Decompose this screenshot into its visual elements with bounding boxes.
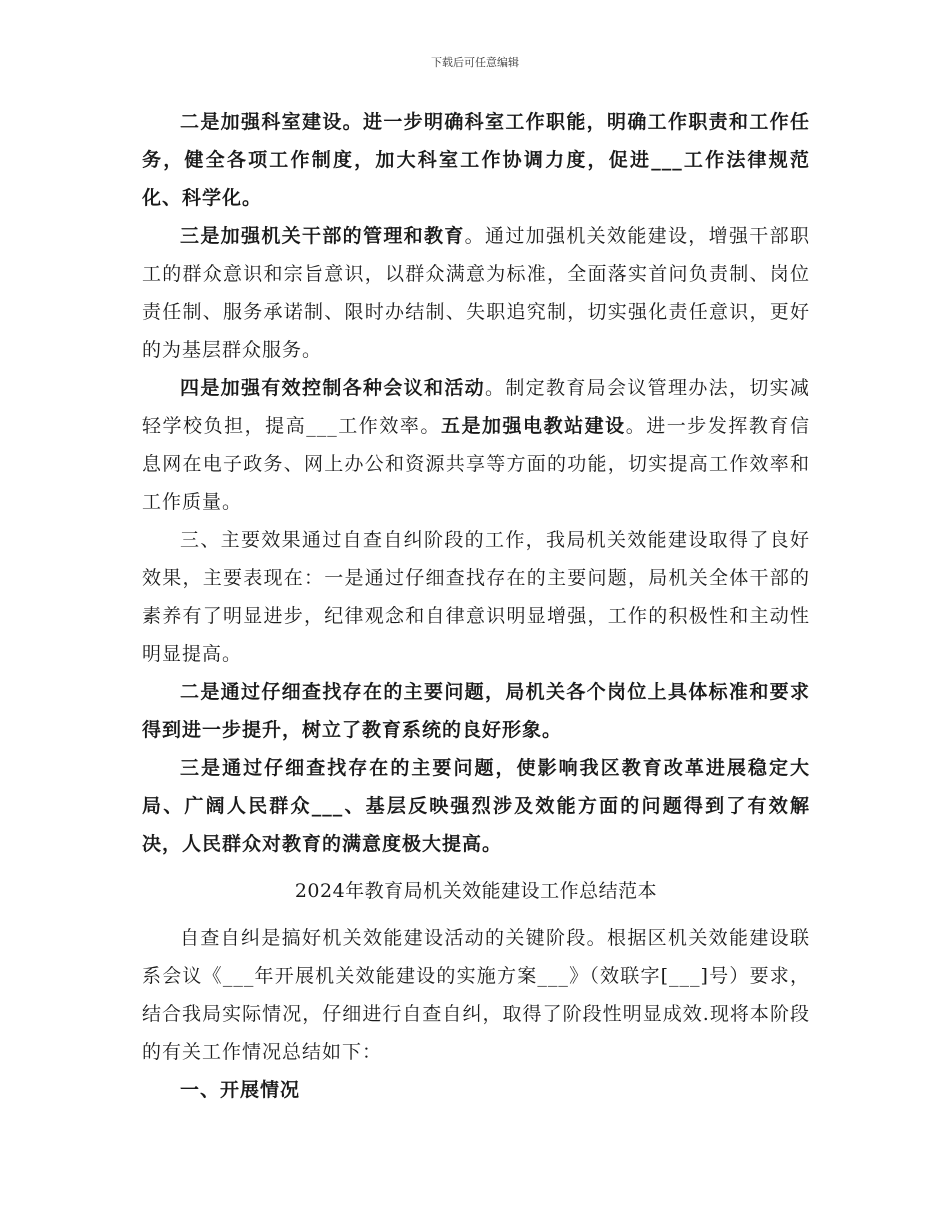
- paragraph-result-two: 二是通过仔细查找存在的主要问题，局机关各个岗位上具体标准和要求得到进一步提升，树立了教育系统的良好形象。: [142, 681, 810, 741]
- paragraph-lead-bold: 五是加强电教站建设: [440, 415, 626, 437]
- paragraph-meetings-and-av-station: [142, 369, 810, 521]
- paragraph-result-three: 三是通过仔细查找存在的主要问题，使影响我区教育改革进展稳定大局、广阔人民群众___、基层反映强烈涉及效能方面的问题得到了有效解决，人民群众对教育的满意度极大提高。: [142, 757, 810, 855]
- paragraph-lead-bold: 四是加强有效控制各种会议和活动: [180, 377, 485, 399]
- page-header-note: 下载后可任意编辑: [431, 56, 519, 69]
- paragraph-body-text: 。进一步发挥教育信息网在电子政务、网上办公和资源共享等方面的功能，切实提高工作效率和工作质量。: [142, 415, 810, 513]
- paragraph-lead-bold: 三是加强机关干部的管理和教育: [180, 225, 465, 247]
- paragraph-body-text: 。制定教育局会议管理办法，切实减轻学校负担，提高___工作效率。: [142, 377, 810, 437]
- document-body: [142, 103, 810, 1109]
- section-title: 2024年教育局机关效能建设工作总结范本: [294, 880, 658, 902]
- paragraph-strengthen-offices: 二是加强科室建设。进一步明确科室工作职能，明确工作职责和工作任务，健全各项工作制度，加大科室工作协调力度，促进___工作法律规范化、科学化。: [142, 111, 810, 209]
- paragraph-cadre-management: [142, 217, 810, 369]
- section-heading: 一、开展情况: [180, 1079, 301, 1101]
- paragraph-main-results: 三、主要效果通过自查自纠阶段的工作，我局机关效能建设取得了良好效果，主要表现在：一是通过仔细查找存在的主要问题，局机关全体干部的素养有了明显进步，纪律观念和自律意识明显增强，工作的积极性和主动性明显提高。: [142, 529, 810, 665]
- paragraph-body-text: 。通过加强机关效能建设，增强干部职工的群众意识和宗旨意识，以群众满意为标准，全面落实首问负责制、岗位责任制、服务承诺制、限时办结制、失职追究制，切实强化责任意识，更好的为基层群众服务。: [142, 225, 810, 361]
- paragraph-intro: 自查自纠是搞好机关效能建设活动的关键阶段。根据区机关效能建设联系会议《___年开展机关效能建设的实施方案___》（效联字[___]号）要求，结合我局实际情况，仔细进行自查自纠，取得了阶段性明显成效.现将本阶段的有关工作情况总结如下：: [142, 927, 810, 1063]
